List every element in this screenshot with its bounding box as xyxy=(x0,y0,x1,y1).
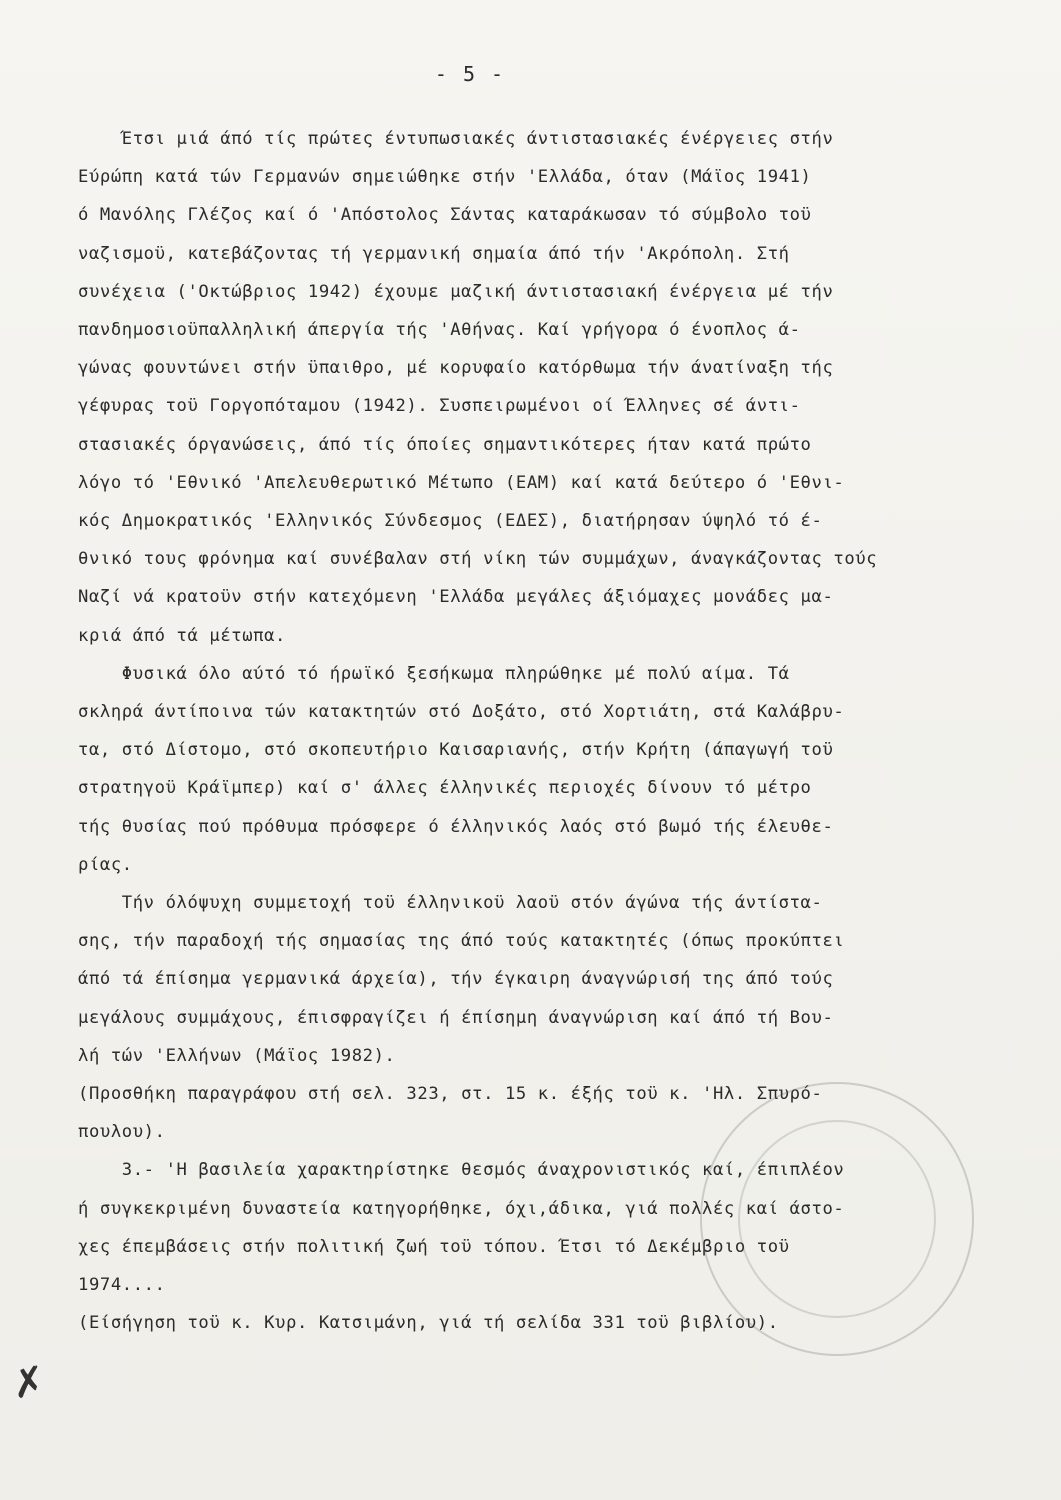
text-line: κός Δημοκρατικός 'Ελληνικός Σύνδεσμος (ΕΔΕΣ), διατήρησαν ύψηλό τό έ- xyxy=(78,511,823,532)
page-number: - 5 - xyxy=(434,62,506,86)
text-line: πουλου). xyxy=(78,1122,166,1143)
text-line: Τήν όλόψυχη συμμετοχή τοϋ έλληνικοϋ λαοϋ στόν άγώνα τής άντίστα- xyxy=(78,893,823,914)
text-line: Ναζί νά κρατοϋν στήν κατεχόμενη 'Ελλάδα μεγάλες άξιόμαχες μονάδες μα- xyxy=(78,587,834,608)
text-line: άπό τά έπίσημα γερμανικά άρχεία), τήν έγκαιρη άναγνώρισή της άπό τούς xyxy=(78,969,834,990)
text-line: λή τών 'Ελλήνων (Μάϊος 1982). xyxy=(78,1045,396,1066)
text-line: λόγο τό 'Εθνικό 'Απελευθερωτικό Μέτωπο (ΕΑΜ) καί κατά δεύτερο ό 'Εθνι- xyxy=(78,472,845,493)
text-line: Φυσικά όλο αύτό τό ήρωϊκό ξεσήκωμα πληρώθηκε μέ πολύ αίμα. Τά xyxy=(78,663,790,684)
text-line: ή συγκεκριμένη δυναστεία κατηγορήθηκε, όχι,άδικα, γιά πολλές καί άστο- xyxy=(78,1198,845,1219)
official-stamp-icon xyxy=(700,1082,974,1356)
text-line: ό Μανόλης Γλέζος καί ό 'Απόστολος Σάντας καταράκωσαν τό σύμβολο τοϋ xyxy=(78,205,812,226)
text-line: στρατηγοϋ Κράϊμπερ) καί σ' άλλες έλληνικές περιοχές δίνουν τό μέτρο xyxy=(78,778,812,799)
text-line: 3.- 'Η βασιλεία χαρακτηρίστηκε θεσμός άναχρονιστικός καί, έπιπλέον xyxy=(78,1160,845,1181)
text-line: ρίας. xyxy=(78,854,133,875)
text-line: γέφυρας τοϋ Γοργοπόταμου (1942). Συσπειρωμένοι οί Έλληνες σέ άντι- xyxy=(78,396,801,417)
text-line: Έτσι μιά άπό τίς πρώτες έντυπωσιακές άντιστασιακές ένέργειες στήν xyxy=(78,129,834,149)
text-line: τα, στό Δίστομο, στό σκοπευτήριο Καισαριανής, στήν Κρήτη (άπαγωγή τοϋ xyxy=(78,740,834,761)
text-line: ναζισμοϋ, κατεβάζοντας τή γερμανική σημαία άπό τήν 'Ακρόπολη. Στή xyxy=(78,243,790,264)
text-line: Εύρώπη κατά τών Γερμανών σημειώθηκε στήν 'Ελλάδα, όταν (Μάϊος 1941) xyxy=(78,167,812,188)
text-line: χες έπεμβάσεις στήν πολιτική ζωή τοϋ τόπου. Έτσι τό Δεκέμβριο τοϋ xyxy=(78,1236,790,1257)
text-line: 1974.... xyxy=(78,1275,166,1296)
text-line: γώνας φουντώνει στήν ϋπαιθρο, μέ κορυφαίο κατόρθωμα τήν άνατίναξη τής xyxy=(78,358,834,379)
text-line: πανδημοσιοϋπαλληλική άπεργία τής 'Αθήνας. Καί γρήγορα ό ένοπλος ά- xyxy=(78,320,801,341)
text-line: μεγάλους συμμάχους, έπισφραγίζει ή έπίσημη άναγνώριση καί άπό τή Βου- xyxy=(78,1007,834,1028)
handwritten-margin-mark-icon: ✗ xyxy=(8,1357,50,1409)
text-line: κριά άπό τά μέτωπα. xyxy=(78,625,287,646)
text-line: τής θυσίας πού πρόθυμα πρόσφερε ό έλληνικός λαός στό βωμό τής έλευθε- xyxy=(78,816,834,837)
text-line: σκληρά άντίποινα τών κατακτητών στό Δοξάτο, στό Χορτιάτη, στά Καλάβρυ- xyxy=(78,702,845,723)
text-line: (Είσήγηση τοϋ κ. Κυρ. Κατσιμάνη, γιά τή σελίδα 331 τοϋ βιβλίου). xyxy=(78,1313,779,1334)
text-line: συνέχεια ('Οκτώβριος 1942) έχουμε μαζική άντιστασιακή ένέργεια μέ τήν xyxy=(78,281,834,302)
text-line: σης, τήν παραδοχή τής σημασίας της άπό τούς κατακτητές (όπως προκύπτει xyxy=(78,931,845,952)
text-line: (Προσθήκη παραγράφου στή σελ. 323, στ. 15 κ. έξής τοϋ κ. 'Ηλ. Σπυρό- xyxy=(78,1084,823,1105)
text-line: στασιακές όργανώσεις, άπό τίς όποίες σημαντικότερες ήταν κατά πρώτο xyxy=(78,434,812,455)
text-line: θνικό τους φρόνημα καί συνέβαλαν στή νίκη τών συμμάχων, άναγκάζοντας τούς xyxy=(78,549,878,570)
